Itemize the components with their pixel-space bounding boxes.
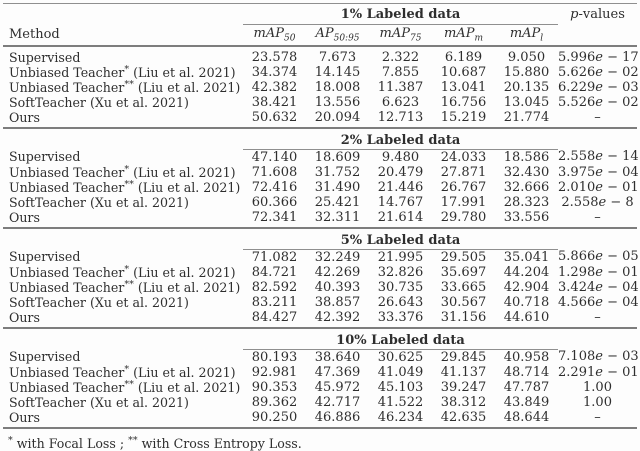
- method-superscript: *: [124, 363, 130, 375]
- table-row: [3, 46, 637, 65]
- metric-base: mAP: [379, 25, 410, 41]
- method-superscript: **: [124, 378, 134, 390]
- metric-value-cell: 35.041: [503, 249, 550, 265]
- metric-sub: 50: [284, 33, 296, 44]
- method-cell: [3, 365, 243, 380]
- metric-value-cell: 50.632: [251, 110, 298, 126]
- metric-value-cell: 41.049: [377, 364, 424, 380]
- column-header-map75: [369, 25, 432, 46]
- table-row: [3, 349, 637, 365]
- table-row: [3, 165, 637, 180]
- metric-value-cell: 18.586: [503, 149, 550, 165]
- pvalue-cell: 1.00: [583, 379, 612, 395]
- pvalue-cell: 4.566e − 04: [558, 295, 639, 311]
- metric-value-cell: 20.135: [503, 79, 550, 95]
- metric-value-cell: 45.103: [377, 379, 424, 395]
- metric-value-cell: 33.376: [377, 310, 424, 326]
- footnote-text-crossentropy: with Cross Entropy Loss.: [137, 436, 302, 451]
- metric-value-cell: 30.625: [377, 349, 424, 365]
- metric-value-cell: 72.341: [251, 210, 298, 226]
- metric-value-cell: 17.991: [440, 195, 487, 211]
- metric-value-cell: 32.249: [314, 249, 361, 265]
- metric-value-cell: 27.871: [440, 164, 487, 180]
- pvalue-cell: 3.424e − 04: [558, 279, 639, 295]
- metric-value-cell: 38.640: [314, 349, 361, 365]
- method-name: Unbiased Teacher: [9, 279, 125, 295]
- pvalue-cell: 5.996e − 17: [558, 49, 639, 65]
- metric-value-cell: 84.721: [251, 264, 298, 280]
- method-superscript: *: [124, 263, 130, 275]
- method-name: Ours: [9, 110, 40, 126]
- table-row: [3, 280, 637, 295]
- metric-value-cell: 32.311: [314, 210, 361, 226]
- metric-value-cell: 18.609: [314, 149, 361, 165]
- method-citation: (Liu et al. 2021): [133, 79, 241, 95]
- empty-cell: [3, 228, 243, 249]
- empty-pvalue-header-cell: [558, 25, 637, 46]
- table-row: [3, 65, 637, 80]
- section-title: 10% Labeled data: [243, 328, 558, 349]
- metric-value-cell: 72.416: [251, 179, 298, 195]
- method-name: Unbiased Teacher: [9, 179, 125, 195]
- pvalues-column-header: [558, 4, 637, 25]
- method-citation: (Xu et al. 2021): [85, 395, 189, 411]
- column-header-mapl: [495, 25, 558, 46]
- empty-cell: [558, 228, 637, 249]
- metric-value-cell: 30.735: [377, 279, 424, 295]
- metric-value-cell: 14.145: [314, 64, 361, 80]
- method-superscript: **: [124, 178, 134, 190]
- metric-value-cell: 38.312: [440, 395, 487, 411]
- method-citation: (Liu et al. 2021): [133, 179, 241, 195]
- method-cell: [3, 46, 243, 65]
- method-name: Ours: [9, 310, 40, 326]
- column-header-map50: [243, 25, 306, 46]
- metric-value-cell: 28.323: [503, 195, 550, 211]
- metric-value-cell: 47.140: [251, 149, 298, 165]
- method-name: Ours: [9, 410, 40, 426]
- method-name: Unbiased Teacher: [9, 164, 125, 180]
- method-cell: [3, 210, 243, 228]
- metric-value-cell: 24.033: [440, 149, 487, 165]
- pvalues-rest: -values: [578, 6, 625, 22]
- metric-header-row: [3, 25, 637, 46]
- section-title-row: [3, 328, 637, 349]
- metric-value-cell: 33.665: [440, 279, 487, 295]
- method-cell: [3, 165, 243, 180]
- table-row: [3, 210, 637, 228]
- metric-value-cell: 38.421: [251, 94, 298, 110]
- results-table: [3, 3, 637, 429]
- section-title: 2% Labeled data: [243, 128, 558, 149]
- metric-value-cell: 34.374: [251, 64, 298, 80]
- section-title: 5% Labeled data: [243, 228, 558, 249]
- metric-value-cell: 44.204: [503, 264, 550, 280]
- pvalue-cell: –: [594, 110, 601, 126]
- method-name: Unbiased Teacher: [9, 79, 125, 95]
- metric-sub: 50:95: [333, 33, 360, 44]
- table-row: [3, 110, 637, 128]
- table-row: [3, 149, 637, 165]
- metric-value-cell: 71.608: [251, 164, 298, 180]
- metric-value-cell: 23.578: [251, 49, 298, 65]
- section-10pct: [3, 328, 637, 428]
- metric-value-cell: 7.673: [318, 49, 357, 65]
- method-citation: (Liu et al. 2021): [133, 279, 241, 295]
- method-cell: [3, 149, 243, 165]
- metric-value-cell: 2.322: [381, 49, 420, 65]
- table-row: [3, 249, 637, 265]
- pvalue-cell: 5.866e − 05: [558, 249, 639, 265]
- metric-value-cell: 42.269: [314, 264, 361, 280]
- metric-value-cell: 42.392: [314, 310, 361, 326]
- method-superscript: **: [124, 78, 134, 90]
- method-superscript: **: [124, 278, 134, 290]
- method-citation: (Liu et al. 2021): [129, 264, 236, 280]
- method-superscript: *: [124, 163, 130, 175]
- metric-value-cell: 16.756: [440, 94, 487, 110]
- metric-value-cell: 47.369: [314, 364, 361, 380]
- footnote-star: *: [8, 435, 13, 447]
- table-row: [3, 80, 637, 95]
- method-citation: (Liu et al. 2021): [129, 64, 236, 80]
- metric-value-cell: 41.137: [440, 364, 487, 380]
- metric-value-cell: 15.880: [503, 64, 550, 80]
- metric-value-cell: 31.752: [314, 164, 361, 180]
- method-superscript: *: [124, 63, 130, 75]
- table-row: [3, 195, 637, 210]
- metric-value-cell: 35.697: [440, 264, 487, 280]
- pvalue-cell: 2.558e − 8: [561, 195, 634, 211]
- pvalue-cell: –: [594, 310, 601, 326]
- metric-value-cell: 43.849: [503, 395, 550, 411]
- metric-value-cell: 29.845: [440, 349, 487, 365]
- empty-cell: [3, 128, 243, 149]
- metric-sub: m: [474, 33, 483, 44]
- pvalue-cell: 5.626e − 02: [558, 64, 639, 80]
- table-row: [3, 365, 637, 380]
- method-cell: [3, 310, 243, 328]
- section-title-row: [3, 128, 637, 149]
- empty-cell: [558, 328, 637, 349]
- metric-value-cell: 13.045: [503, 94, 550, 110]
- method-cell: [3, 80, 243, 95]
- method-cell: [3, 195, 243, 210]
- table-row: [3, 95, 637, 110]
- method-citation: (Liu et al. 2021): [133, 379, 241, 395]
- method-cell: [3, 110, 243, 128]
- section-title-row: [3, 228, 637, 249]
- section-1pct: [3, 46, 637, 129]
- metric-value-cell: 48.644: [503, 410, 550, 426]
- metric-value-cell: 48.714: [503, 364, 550, 380]
- metric-value-cell: 21.446: [377, 179, 424, 195]
- table-row: [3, 410, 637, 428]
- metric-value-cell: 33.556: [503, 210, 550, 226]
- metric-value-cell: 9.050: [507, 49, 546, 65]
- metric-value-cell: 71.082: [251, 249, 298, 265]
- metric-value-cell: 84.427: [251, 310, 298, 326]
- metric-value-cell: 60.366: [251, 195, 298, 211]
- empty-corner-cell: [3, 4, 243, 25]
- metric-value-cell: 40.393: [314, 279, 361, 295]
- metric-sub: 75: [410, 33, 422, 44]
- section-title-1pct: 1% Labeled data: [243, 4, 558, 25]
- metric-value-cell: 82.592: [251, 279, 298, 295]
- metric-sub: l: [540, 33, 544, 44]
- metric-value-cell: 15.219: [440, 110, 487, 126]
- method-cell: [3, 280, 243, 295]
- method-name: Supervised: [9, 49, 81, 65]
- table-row: [3, 310, 637, 328]
- pvalue-cell: 2.010e − 01: [558, 179, 639, 195]
- metric-value-cell: 42.904: [503, 279, 550, 295]
- method-cell: [3, 249, 243, 265]
- metric-value-cell: 39.247: [440, 379, 487, 395]
- metric-value-cell: 32.430: [503, 164, 550, 180]
- method-column-header: Method: [9, 27, 60, 42]
- method-citation: (Xu et al. 2021): [85, 295, 189, 311]
- metric-value-cell: 10.687: [440, 64, 487, 80]
- metric-value-cell: 18.008: [314, 79, 361, 95]
- method-name: Supervised: [9, 349, 81, 365]
- footnote-double-star: **: [128, 435, 138, 447]
- metric-value-cell: 12.713: [377, 110, 424, 126]
- metric-value-cell: 42.717: [314, 395, 361, 411]
- metric-value-cell: 7.855: [381, 64, 420, 80]
- metric-value-cell: 21.995: [377, 249, 424, 265]
- metric-base: AP: [315, 25, 334, 41]
- metric-value-cell: 80.193: [251, 349, 298, 365]
- method-cell: [3, 295, 243, 310]
- method-name: Supervised: [9, 149, 81, 165]
- method-name: SoftTeacher: [9, 94, 86, 110]
- method-name: Unbiased Teacher: [9, 64, 125, 80]
- column-header-mapm: [432, 25, 495, 46]
- pvalue-cell: –: [594, 410, 601, 426]
- pvalue-cell: 2.558e − 14: [558, 149, 639, 165]
- table-row: [3, 180, 637, 195]
- metric-value-cell: 90.250: [251, 410, 298, 426]
- table-header: [3, 4, 637, 46]
- metric-value-cell: 14.767: [377, 195, 424, 211]
- pvalue-cell: –: [594, 210, 601, 226]
- metric-value-cell: 44.610: [503, 310, 550, 326]
- method-name: Ours: [9, 210, 40, 226]
- metric-value-cell: 21.774: [503, 110, 550, 126]
- section-5pct: [3, 228, 637, 328]
- metric-base: mAP: [253, 25, 284, 41]
- empty-cell: [558, 128, 637, 149]
- method-cell: [3, 349, 243, 365]
- table-row: [3, 265, 637, 280]
- metric-value-cell: 30.567: [440, 295, 487, 311]
- metric-value-cell: 9.480: [381, 149, 420, 165]
- empty-cell: [3, 328, 243, 349]
- method-name: Unbiased Teacher: [9, 379, 125, 395]
- pvalue-cell: 5.526e − 02: [558, 94, 639, 110]
- metric-value-cell: 89.362: [251, 395, 298, 411]
- pvalue-cell: 1.298e − 01: [558, 264, 639, 280]
- method-cell: [3, 65, 243, 80]
- method-citation: (Liu et al. 2021): [129, 164, 236, 180]
- table-row: [3, 295, 637, 310]
- table-row: [3, 395, 637, 410]
- method-name: SoftTeacher: [9, 295, 86, 311]
- metric-value-cell: 26.767: [440, 179, 487, 195]
- metric-value-cell: 32.666: [503, 179, 550, 195]
- metric-value-cell: 45.972: [314, 379, 361, 395]
- pvalue-cell: 2.291e − 01: [558, 364, 639, 380]
- metric-value-cell: 13.041: [440, 79, 487, 95]
- metric-value-cell: 42.382: [251, 79, 298, 95]
- method-cell: [3, 410, 243, 428]
- method-cell: [3, 95, 243, 110]
- metric-value-cell: 29.505: [440, 249, 487, 265]
- method-name: SoftTeacher: [9, 395, 86, 411]
- metric-value-cell: 46.234: [377, 410, 424, 426]
- metric-value-cell: 29.780: [440, 210, 487, 226]
- metric-value-cell: 92.981: [251, 364, 298, 380]
- metric-value-cell: 90.353: [251, 379, 298, 395]
- group-header-row: [3, 4, 637, 25]
- metric-base: mAP: [509, 25, 541, 41]
- metric-base: mAP: [443, 25, 475, 41]
- method-cell: [3, 180, 243, 195]
- pvalue-cell: 1.00: [583, 395, 612, 411]
- method-name: SoftTeacher: [9, 195, 86, 211]
- metric-value-cell: 32.826: [377, 264, 424, 280]
- metric-value-cell: 21.614: [377, 210, 424, 226]
- pvalues-italic-p: p: [570, 6, 579, 22]
- method-name: Unbiased Teacher: [9, 264, 125, 280]
- method-citation: (Xu et al. 2021): [85, 94, 189, 110]
- table-row: [3, 380, 637, 395]
- method-cell: [3, 380, 243, 395]
- section-2pct: [3, 128, 637, 228]
- column-header-ap5095: [306, 25, 369, 46]
- method-name: Unbiased Teacher: [9, 364, 125, 380]
- pvalue-cell: 6.229e − 03: [558, 79, 639, 95]
- method-citation: (Xu et al. 2021): [85, 195, 189, 211]
- metric-value-cell: 47.787: [503, 379, 550, 395]
- metric-value-cell: 20.479: [377, 164, 424, 180]
- metric-value-cell: 6.189: [444, 49, 483, 65]
- metric-value-cell: 11.387: [377, 79, 424, 95]
- metric-value-cell: 13.556: [314, 94, 361, 110]
- pvalue-cell: 3.975e − 04: [558, 164, 639, 180]
- method-cell: [3, 395, 243, 410]
- method-citation: (Liu et al. 2021): [129, 364, 236, 380]
- metric-value-cell: 41.522: [377, 395, 424, 411]
- metric-value-cell: 31.490: [314, 179, 361, 195]
- metric-value-cell: 6.623: [381, 94, 420, 110]
- metric-value-cell: 83.211: [251, 295, 298, 311]
- method-cell: [3, 265, 243, 280]
- metric-value-cell: 25.421: [314, 195, 361, 211]
- table-footnote: [8, 436, 640, 451]
- footnote-text-focal: with Focal Loss ;: [12, 436, 129, 451]
- method-name: Supervised: [9, 249, 81, 265]
- metric-value-cell: 40.718: [503, 295, 550, 311]
- metric-value-cell: 20.094: [314, 110, 361, 126]
- metric-value-cell: 38.857: [314, 295, 361, 311]
- metric-value-cell: 42.635: [440, 410, 487, 426]
- metric-value-cell: 26.643: [377, 295, 424, 311]
- metric-value-cell: 40.958: [503, 349, 550, 365]
- pvalue-cell: 7.108e − 03: [558, 349, 639, 365]
- metric-value-cell: 31.156: [440, 310, 487, 326]
- metric-value-cell: 46.886: [314, 410, 361, 426]
